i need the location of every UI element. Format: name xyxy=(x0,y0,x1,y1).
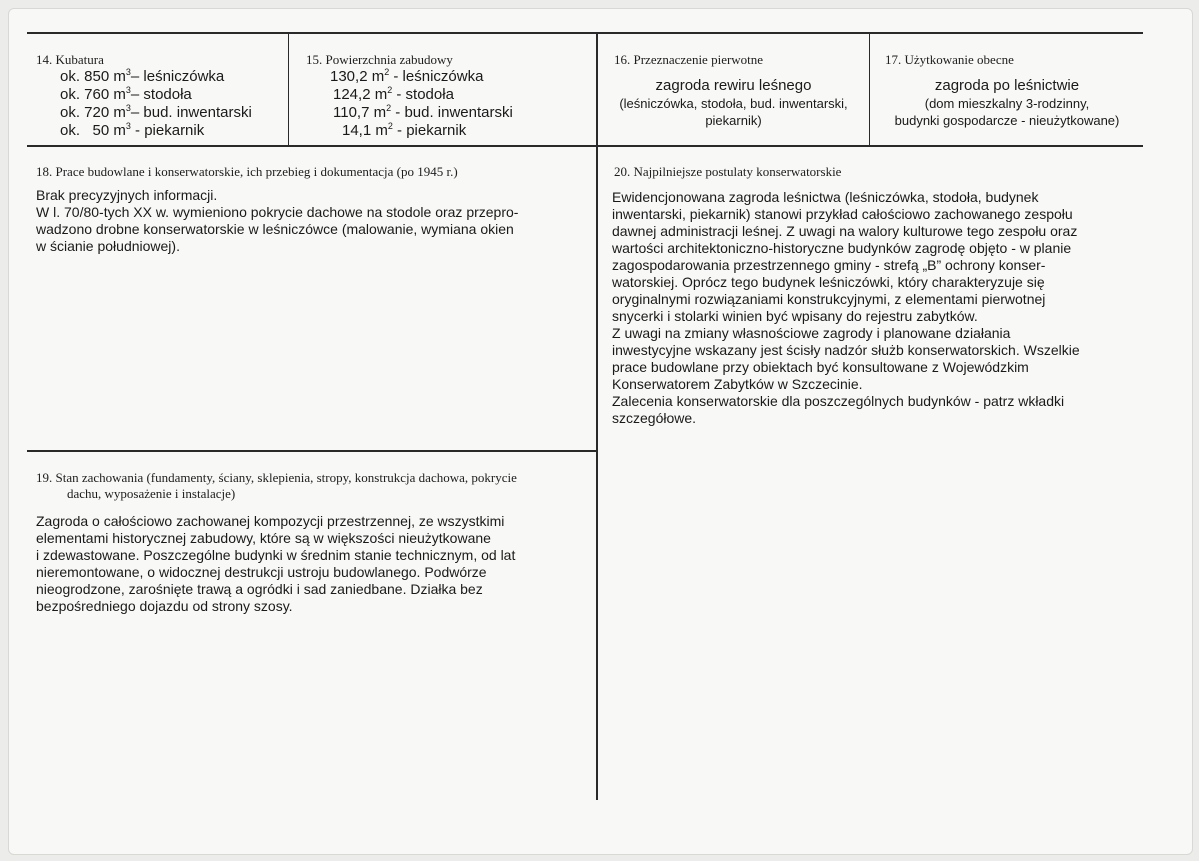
col-divider-main xyxy=(596,33,598,800)
top-rule xyxy=(27,32,1143,34)
text-line: i zdewastowane. Poszczególne budynki w średnim stanie technicznym, od lat xyxy=(36,547,516,563)
area-row: 110,7 $m^2$ - bud. inwentarski xyxy=(333,103,513,121)
original-purpose-detail: (leśniczówka, stodoła, bud. inwentarski, xyxy=(619,96,848,111)
area-row: 130,2 $m^2$ - leśniczówka xyxy=(330,67,484,85)
text-line: nieremontowane, o widocznej destrukcji ustroju budowlanego. Podwórze xyxy=(36,564,487,580)
section-19-label-line: 19. Stan zachowania (fundamenty, ściany, sklepienia, stropy, konstrukcja dachowa, pokrycie xyxy=(36,470,517,485)
current-use: zagroda po leśnictwie xyxy=(934,77,1080,94)
text-line: W l. 70/80-tych XX w. wymieniono pokrycie dachowe na stodole oraz przepro- xyxy=(36,204,519,220)
text-line: dawnej administracji leśnej. Z uwagi na walory kulturowe tego zespołu oraz xyxy=(612,223,1078,239)
text-line: szczegółowe. xyxy=(612,410,697,426)
section-15-values xyxy=(330,68,513,140)
row-divider-2 xyxy=(27,450,597,452)
section-14-label: 14. Kubatura xyxy=(36,52,104,67)
section-18-text xyxy=(36,187,586,255)
area-row: 14,1 $m^2$ - piekarnik xyxy=(342,121,467,139)
text-line: inwestycyjne wskazany jest ścisły nadzór służb konserwatorskich. Wszelkie xyxy=(612,342,1080,358)
text-line: Zagroda o całościowo zachowanej kompozycji przestrzennej, ze wszystkimi xyxy=(36,513,505,529)
section-20-label: 20. Najpilniejsze postulaty konserwatorskie xyxy=(614,164,842,179)
section-17-content xyxy=(870,77,1144,129)
section-17-label: 17. Użytkowanie obecne xyxy=(885,52,1014,67)
section-14-values xyxy=(60,68,252,140)
volume-row: ok. 720 $m^3-$ bud. inwentarski xyxy=(60,103,252,121)
text-line: Brak precyzyjnych informacji. xyxy=(36,187,218,203)
text-line: zagospodarowania przestrzennego gminy - strefą „B” ochrony konser- xyxy=(612,257,1046,273)
current-use-detail: budynki gospodarcze - nieużytkowane) xyxy=(894,113,1120,128)
original-purpose-detail: piekarnik) xyxy=(705,113,762,128)
text-line: Zalecenia konserwatorskie dla poszczególnych budynków - patrz wkładki xyxy=(612,393,1065,409)
current-use-detail: (dom mieszkalny 3-rodzinny, xyxy=(924,96,1090,111)
volume-row: ok. 850 $m^3-$ leśniczówka xyxy=(60,67,225,85)
original-purpose: zagroda rewiru leśnego xyxy=(655,77,812,94)
col-divider-14-15 xyxy=(288,33,289,145)
text-line: wartości architektoniczno-historyczne budynków zagrodę objęto - w planie xyxy=(612,240,1072,256)
text-line: wadzono drobne konserwatorskie w leśniczówce (malowanie, wymiana okien xyxy=(36,221,514,237)
text-line: nieogrodzone, zarośnięte trawą a ogródki i sad zaniedbane. Działka bez xyxy=(36,581,483,597)
text-line: oryginalnymi rozwiązaniami konstrukcyjnymi, z elementami pierwotnej xyxy=(612,291,1046,307)
section-16-label: 16. Przeznaczenie pierwotne xyxy=(614,52,764,67)
section-19-text xyxy=(36,513,586,615)
text-line: bezpośredniego dojazdu od strony szosy. xyxy=(36,598,293,614)
volume-row: ok. 760 $m^3-$ stodoła xyxy=(60,85,192,103)
text-line: elementami historycznej zabudowy, które są w większości nieużytkowane xyxy=(36,530,491,546)
text-line: prace budowlane przy obiektach być konsultowane z Wojewódzkim xyxy=(612,359,1029,375)
text-line: watorskiej. Oprócz tego budynek leśniczówki, który charakteryzuje się xyxy=(612,274,1045,290)
text-line: Ewidencjonowana zagroda leśnictwa (leśniczówka, stodoła, budynek xyxy=(612,189,1039,205)
text-line: inwentarski, piekarnik) stanowi przykład całościowo zachowanego zespołu xyxy=(612,206,1073,222)
area-row: 124,2 $m^2$ - stodoła xyxy=(333,85,454,103)
section-19-label-line: dachu, wyposażenie i instalacje) xyxy=(67,486,236,501)
text-line: w ścianie południowej). xyxy=(36,238,180,254)
volume-row: ok. 50 $m^3$ - piekarnik xyxy=(60,121,205,139)
section-15-label: 15. Powierzchnia zabudowy xyxy=(306,52,453,67)
text-line: snycerki i stolarki winien być wpisany do rejestru zabytków. xyxy=(612,308,978,324)
section-16-content xyxy=(598,77,869,129)
section-19-label xyxy=(36,470,517,502)
row-divider-1 xyxy=(27,145,1143,147)
section-20-text xyxy=(612,189,1142,427)
text-line: Z uwagi na zmiany własnościowe zagrody i planowane działania xyxy=(612,325,1011,341)
section-18-label: 18. Prace budowlane i konserwatorskie, ich przebieg i dokumentacja (po 1945 r.) xyxy=(36,164,458,179)
text-line: Konserwatorem Zabytków w Szczecinie. xyxy=(612,376,863,392)
